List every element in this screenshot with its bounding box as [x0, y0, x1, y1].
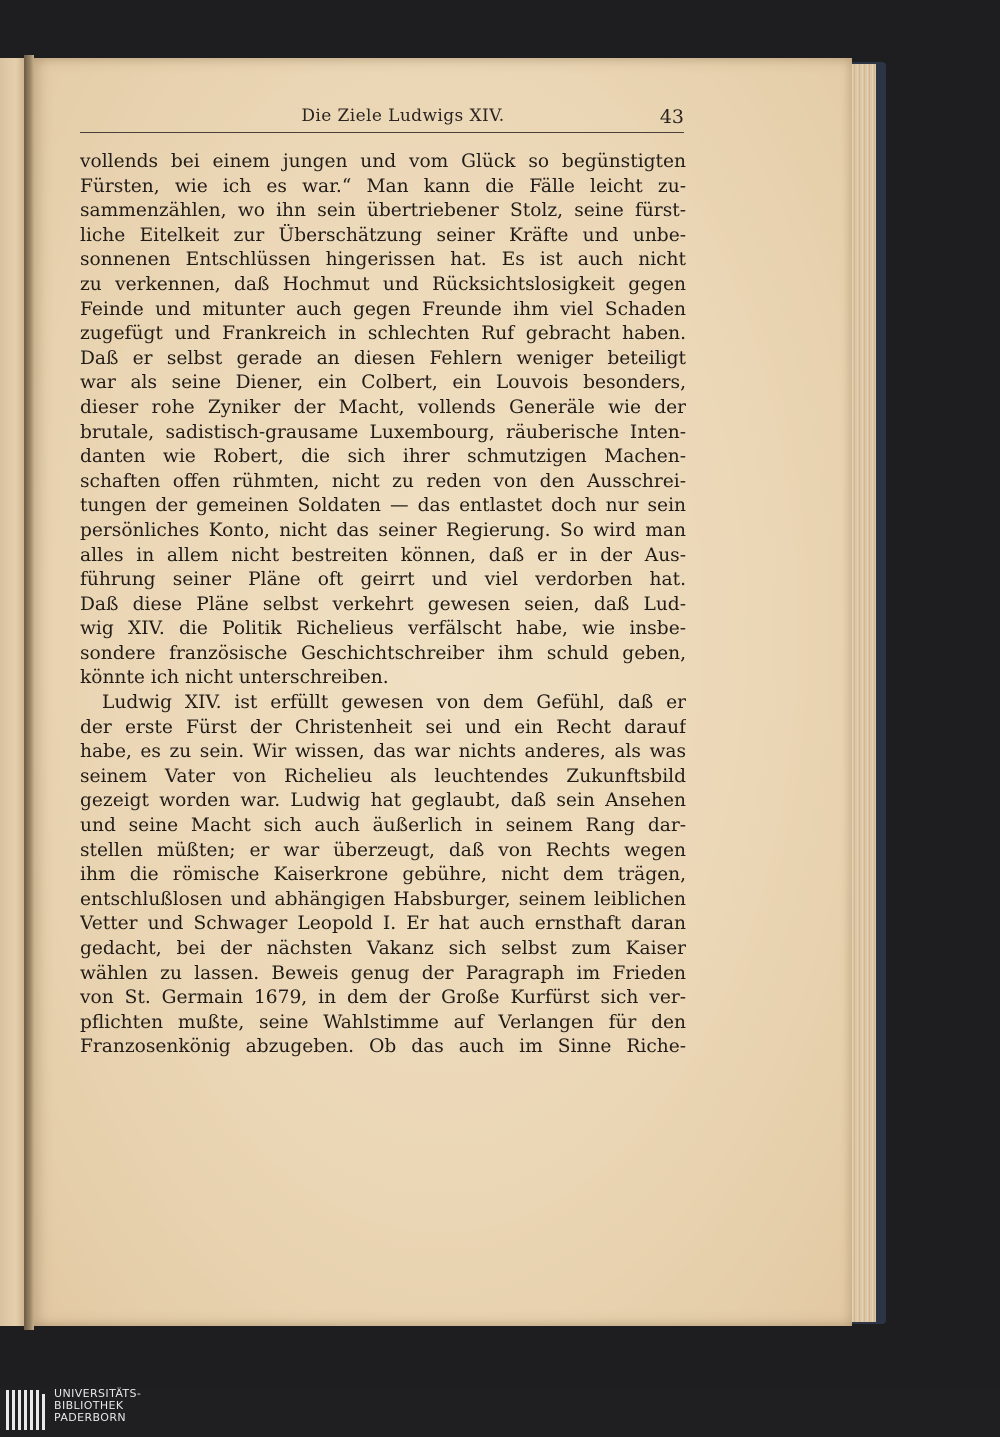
facing-page-edge — [0, 58, 26, 1326]
page-header — [80, 104, 686, 134]
text-line: gedacht, bei der nächsten Vakanz sich selbst zum Kaiser — [80, 938, 686, 959]
text-line: Feinde und mitunter auch gegen Freunde ihm viel Schaden — [80, 298, 686, 320]
library-logo-icon — [4, 1390, 48, 1430]
text-line: zugefügt und Frankreich in schlechten Ruf gebracht haben. — [80, 323, 686, 345]
paragraph-start-line: Ludwig XIV. ist erfüllt gewesen von dem Gefühl, daß er — [102, 692, 686, 714]
text-line: stellen müßten; er war überzeugt, daß von Rechts wegen — [80, 839, 686, 861]
text-line: pflichten mußte, seine Wahlstimme auf Verlangen für den — [80, 1011, 686, 1033]
text-line: Daß er selbst gerade an diesen Fehlern weniger beteiligt — [80, 347, 686, 369]
text-line: gezeigt worden war. Ludwig hat geglaubt, daß sein Ansehen — [80, 790, 686, 812]
text-line: der erste Fürst der Christenheit sei und ein Recht darauf — [80, 716, 686, 738]
header-rule — [80, 132, 684, 133]
text-line: sonnenen Entschlüssen hingerissen hat. Es ist auch nicht — [80, 249, 686, 271]
text-line: war als seine Diener, ein Colbert, ein Louvois besonders, — [80, 372, 686, 394]
book-gutter — [24, 55, 34, 1330]
library-name — [54, 1388, 141, 1424]
text-line: sammenzählen, wo ihn sein übertriebener Stolz, seine fürst- — [80, 200, 686, 222]
text-line: Vetter und Schwager Leopold I. Er hat auch ernsthaft daran — [80, 913, 686, 935]
running-head: Die Ziele Ludwigs XIV. — [301, 106, 505, 126]
text-line: und seine Macht sich auch äußerlich in seinem Rang dar- — [80, 815, 686, 837]
text-line: seinem Vater von Richelieu als leuchtendes Zukunftsbild — [80, 765, 686, 787]
text-line: liche Eitelkeit zur Überschätzung seiner Kräfte und unbe- — [80, 224, 686, 246]
text-line: sondere französische Geschichtschreiber ihm schuld geben, — [80, 642, 686, 664]
text-line: Fürsten, wie ich es war.“ Man kann die Fälle leicht zu- — [80, 175, 686, 197]
text-line: zu verkennen, daß Hochmut und Rücksichtslosigkeit gegen — [80, 273, 686, 295]
library-name-line: UNIVERSITÄTS- — [54, 1387, 142, 1400]
page-number: 43 — [659, 106, 684, 128]
text-line: wig XIV. die Politik Richelieus verfälscht habe, wie insbe- — [80, 618, 686, 640]
text-line: tungen der gemeinen Soldaten — das entlastet doch nur sein — [80, 495, 686, 517]
text-line: schaften offen rühmten, nicht zu reden von den Ausschrei- — [80, 470, 686, 492]
text-line: vollends bei einem jungen und vom Glück so begünstigten — [80, 151, 686, 172]
text-line: von St. Germain 1679, in dem der Große Kurfürst sich ver- — [80, 987, 686, 1009]
text-line: entschlußlosen und abhängigen Habsburger, seinem leiblichen — [80, 888, 686, 910]
text-line: dieser rohe Zyniker der Macht, vollends Generäle wie der — [80, 396, 686, 418]
text-line: persönliches Konto, nicht das seiner Regierung. So wird man — [80, 519, 686, 541]
text-line: wählen zu lassen. Beweis genug der Paragraph im Frieden — [80, 962, 686, 984]
text-line: führung seiner Pläne oft geirrt und viel verdorben hat. — [80, 569, 686, 591]
library-name-line: PADERBORN — [54, 1411, 127, 1424]
paragraph-end-line: könnte ich nicht unterschreiben. — [80, 667, 389, 689]
text-line: habe, es zu sein. Wir wissen, das war nichts anderes, als was — [80, 741, 686, 763]
library-footer — [0, 1386, 1000, 1437]
text-line: Daß diese Pläne selbst verkehrt gewesen seien, daß Lud- — [80, 593, 686, 615]
body-text — [80, 150, 686, 1060]
text-line: ihm die römische Kaiserkrone gebühre, nicht dem trägen, — [80, 864, 686, 886]
text-line: Franzosenkönig abzugeben. Ob das auch im Sinne Riche- — [80, 1036, 686, 1058]
library-name-line: BIBLIOTHEK — [54, 1399, 124, 1412]
text-line: brutale, sadistisch-grausame Luxembourg, räuberische Inten- — [80, 421, 686, 443]
text-line: danten wie Robert, die sich ihrer schmutzigen Machen- — [80, 446, 686, 468]
text-line: alles in allem nicht bestreiten können, daß er in der Aus- — [80, 544, 686, 566]
